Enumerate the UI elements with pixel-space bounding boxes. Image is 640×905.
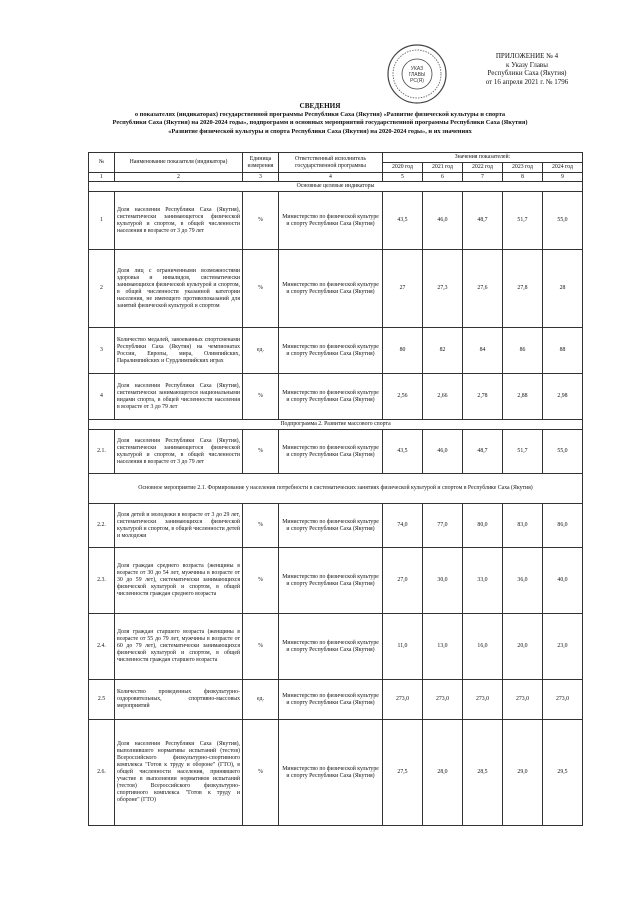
row-value-2021: 46,0: [423, 430, 463, 474]
row-value-2022: 273,0: [463, 680, 503, 720]
row-executor: Министерство по физической культуре и спорту Республики Саха (Якутия): [279, 250, 383, 328]
row-name: Доля населения Республики Саха (Якутия), систематически занимающегося национальными видами спорта, в общей численности населения в возрасте от 3 до 79 лет: [115, 374, 243, 420]
row-value-2020: 27: [383, 250, 423, 328]
appendix-decree: к Указу Главы: [506, 60, 548, 69]
row-unit: %: [243, 430, 279, 474]
row-value-2023: 51,7: [503, 430, 543, 474]
seal-line-1: УКАЗ: [410, 66, 424, 72]
section-main-indicators: Основные целевые индикаторы: [89, 182, 583, 192]
header-executor: Ответственный исполнитель государственной программы: [279, 153, 383, 173]
header-year: 2020 год: [383, 163, 423, 173]
row-value-2024: 55,0: [543, 430, 583, 474]
row-value-2020: 43,5: [383, 430, 423, 474]
document-heading: [60, 102, 580, 136]
row-name: Доля граждан старшего возраста (женщины в возрасте от 55 до 79 лет, мужчины в возрасте от 60 до 79 лет), систематически занимающихся физической культурой и спортом, в общей численности граждан старшего возраста: [115, 614, 243, 680]
official-seal-stamp: [386, 43, 448, 105]
table-row: [89, 614, 583, 680]
row-value-2023: 27,8: [503, 250, 543, 328]
row-executor: Министерство по физической культуре и спорту Республики Саха (Якутия): [279, 374, 383, 420]
row-unit: ед.: [243, 328, 279, 374]
row-num: 2.3.: [89, 548, 115, 614]
row-executor: Министерство по физической культуре и спорту Республики Саха (Якутия): [279, 430, 383, 474]
row-unit: %: [243, 720, 279, 826]
heading-line-3: «Развитие физической культуры и спорта Республики Саха (Якутия) на 2020-2024 годы», и их значениях: [168, 127, 472, 135]
row-name: Количество медалей, завоеванных спортсменами Республики Саха (Якутия) на чемпионатах России, Европы, мира, Олимпийских, Паралимпийских и Сурдлимпийских играх: [115, 328, 243, 374]
row-value-2021: 27,3: [423, 250, 463, 328]
row-value-2023: 29,0: [503, 720, 543, 826]
column-number: 8: [503, 173, 543, 182]
row-unit: %: [243, 548, 279, 614]
table-row: [89, 504, 583, 548]
table-row: [89, 374, 583, 420]
row-name: Доля населения Республики Саха (Якутия), систематически занимающегося физической культурой и спортом, в общей численности населения в возрасте от 3 до 79 лет: [115, 192, 243, 250]
header-num: №: [89, 153, 115, 173]
row-value-2024: 86,0: [543, 504, 583, 548]
table-row: [89, 328, 583, 374]
row-value-2023: 20,0: [503, 614, 543, 680]
row-value-2021: 2,66: [423, 374, 463, 420]
row-value-2022: 2,78: [463, 374, 503, 420]
row-value-2020: 273,0: [383, 680, 423, 720]
row-value-2020: 11,0: [383, 614, 423, 680]
document-title: СВЕДЕНИЯ: [299, 102, 341, 110]
row-name: Количество проведенных физкультурно-оздоровительных, спортивно-массовых мероприятий: [115, 680, 243, 720]
appendix-number: ПРИЛОЖЕНИЕ № 4: [495, 52, 559, 60]
row-value-2024: 28: [543, 250, 583, 328]
row-value-2023: 51,7: [503, 192, 543, 250]
header-year: 2024 год: [543, 163, 583, 173]
column-number: 2: [115, 173, 243, 182]
column-number: 7: [463, 173, 503, 182]
table-row: [89, 192, 583, 250]
row-value-2021: 28,0: [423, 720, 463, 826]
row-executor: Министерство по физической культуре и спорту Республики Саха (Якутия): [279, 504, 383, 548]
row-value-2020: 74,0: [383, 504, 423, 548]
column-number: 3: [243, 173, 279, 182]
row-value-2024: 29,5: [543, 720, 583, 826]
header-year: 2021 год: [423, 163, 463, 173]
column-number: 5: [383, 173, 423, 182]
table-row: [89, 548, 583, 614]
column-number-row: [89, 173, 583, 182]
section-main-event-2-1: Основное мероприятие 2.1. Формирование у населения потребности в систематических занятиях физической культурой и спортом в Республике Саха (Якутия): [89, 474, 583, 504]
row-value-2023: 83,0: [503, 504, 543, 548]
row-value-2023: 86: [503, 328, 543, 374]
row-value-2024: 40,0: [543, 548, 583, 614]
row-unit: %: [243, 374, 279, 420]
row-executor: Министерство по физической культуре и спорту Республики Саха (Якутия): [279, 548, 383, 614]
row-value-2023: 273,0: [503, 680, 543, 720]
row-name: Доля детей и молодежи в возрасте от 3 до 29 лет, систематически занимающихся физической культурой и спортом, в общей численности детей и молодежи: [115, 504, 243, 548]
row-executor: Министерство по физической культуре и спорту Республики Саха (Якутия): [279, 328, 383, 374]
row-value-2023: 2,88: [503, 374, 543, 420]
row-executor: Министерство по физической культуре и спорту Республики Саха (Якутия): [279, 720, 383, 826]
row-num: 3: [89, 328, 115, 374]
row-value-2024: 273,0: [543, 680, 583, 720]
indicators-table: [88, 152, 583, 826]
table-row: [89, 250, 583, 328]
row-value-2020: 2,56: [383, 374, 423, 420]
row-value-2022: 80,0: [463, 504, 503, 548]
header-year: 2023 год: [503, 163, 543, 173]
row-value-2024: 2,98: [543, 374, 583, 420]
header-values: Значения показателей:: [383, 153, 583, 163]
row-unit: %: [243, 614, 279, 680]
row-name: Доля населения Республики Саха (Якутия), выполнившего нормативы испытаний (тестов) Всероссийского физкультурно-спортивного комплекса "Готов к труду и обороне" (ГТО), в общей численности населения, принявшего участие в выполнении нормативов испытаний (тестов) Всероссийского физкультурно-спортивного комплекса "Готов к труду и обороне" (ГТО): [115, 720, 243, 826]
row-unit: %: [243, 504, 279, 548]
row-num: 2.2.: [89, 504, 115, 548]
row-value-2021: 82: [423, 328, 463, 374]
appendix-block: [452, 52, 602, 86]
table-row: [89, 680, 583, 720]
row-value-2021: 30,0: [423, 548, 463, 614]
row-value-2022: 84: [463, 328, 503, 374]
row-unit: ед.: [243, 680, 279, 720]
seal-line-2: ГЛАВЫ: [408, 72, 426, 78]
row-num: 1: [89, 192, 115, 250]
row-value-2020: 27,5: [383, 720, 423, 826]
row-num: 2.1.: [89, 430, 115, 474]
column-number: 6: [423, 173, 463, 182]
row-executor: Министерство по физической культуре и спорту Республики Саха (Якутия): [279, 192, 383, 250]
row-value-2022: 16,0: [463, 614, 503, 680]
row-value-2020: 27,0: [383, 548, 423, 614]
row-num: 2: [89, 250, 115, 328]
row-value-2022: 48,7: [463, 430, 503, 474]
row-num: 2.6.: [89, 720, 115, 826]
appendix-republic: Республики Саха (Якутия): [487, 69, 567, 78]
row-value-2020: 43,5: [383, 192, 423, 250]
appendix-date: от 16 апреля 2021 г. № 1796: [485, 77, 569, 86]
heading-line-1: о показателях (индикаторах) государственной программы Республики Саха (Якутия) «Развитие физической культуры и спорта: [134, 111, 506, 119]
row-value-2021: 46,0: [423, 192, 463, 250]
seal-line-3: РС(Я): [410, 78, 424, 84]
row-value-2021: 13,0: [423, 614, 463, 680]
row-unit: %: [243, 192, 279, 250]
row-name: Доля населения Республики Саха (Якутия), систематически занимающегося физической культурой и спортом, в общей численности населения в возрасте от 3 до 79 лет: [115, 430, 243, 474]
row-value-2024: 88: [543, 328, 583, 374]
column-number: 9: [543, 173, 583, 182]
row-name: Доля граждан среднего возраста (женщины в возрасте от 30 до 54 лет, мужчины в возрасте от 30 до 59 лет), систематически занимающихся физической культурой и спортом, в общей численности граждан среднего возраста: [115, 548, 243, 614]
column-number: 4: [279, 173, 383, 182]
row-value-2022: 28,5: [463, 720, 503, 826]
row-value-2024: 23,0: [543, 614, 583, 680]
row-value-2024: 55,0: [543, 192, 583, 250]
row-value-2020: 80: [383, 328, 423, 374]
table-row: [89, 430, 583, 474]
row-num: 4: [89, 374, 115, 420]
row-value-2022: 33,0: [463, 548, 503, 614]
row-num: 2.4.: [89, 614, 115, 680]
section-subprogram-2: Подпрограмма 2. Развитие массового спорта: [89, 420, 583, 430]
row-num: 2.5: [89, 680, 115, 720]
header-unit: Единица измерения: [243, 153, 279, 173]
heading-line-2: Республики Саха (Якутия) на 2020-2024 годы», подпрограмм и основных мероприятий государственной программы Республики Саха (Якутия): [112, 119, 528, 127]
column-number: 1: [89, 173, 115, 182]
header-name: Наименование показателя (индикатора): [115, 153, 243, 173]
row-executor: Министерство по физической культуре и спорту Республики Саха (Якутия): [279, 614, 383, 680]
row-value-2022: 27,6: [463, 250, 503, 328]
header-year: 2022 год: [463, 163, 503, 173]
row-value-2021: 77,0: [423, 504, 463, 548]
row-unit: %: [243, 250, 279, 328]
table-row: [89, 720, 583, 826]
row-executor: Министерство по физической культуре и спорту Республики Саха (Якутия): [279, 680, 383, 720]
row-name: Доля лиц с ограниченными возможностями здоровья и инвалидов, систематически занимающихся физической культурой и спортом, в общей численности указанной категории населения, не имеющего противопоказаний для занятий физической культурой и спортом: [115, 250, 243, 328]
row-value-2023: 36,0: [503, 548, 543, 614]
row-value-2022: 48,7: [463, 192, 503, 250]
row-value-2021: 273,0: [423, 680, 463, 720]
